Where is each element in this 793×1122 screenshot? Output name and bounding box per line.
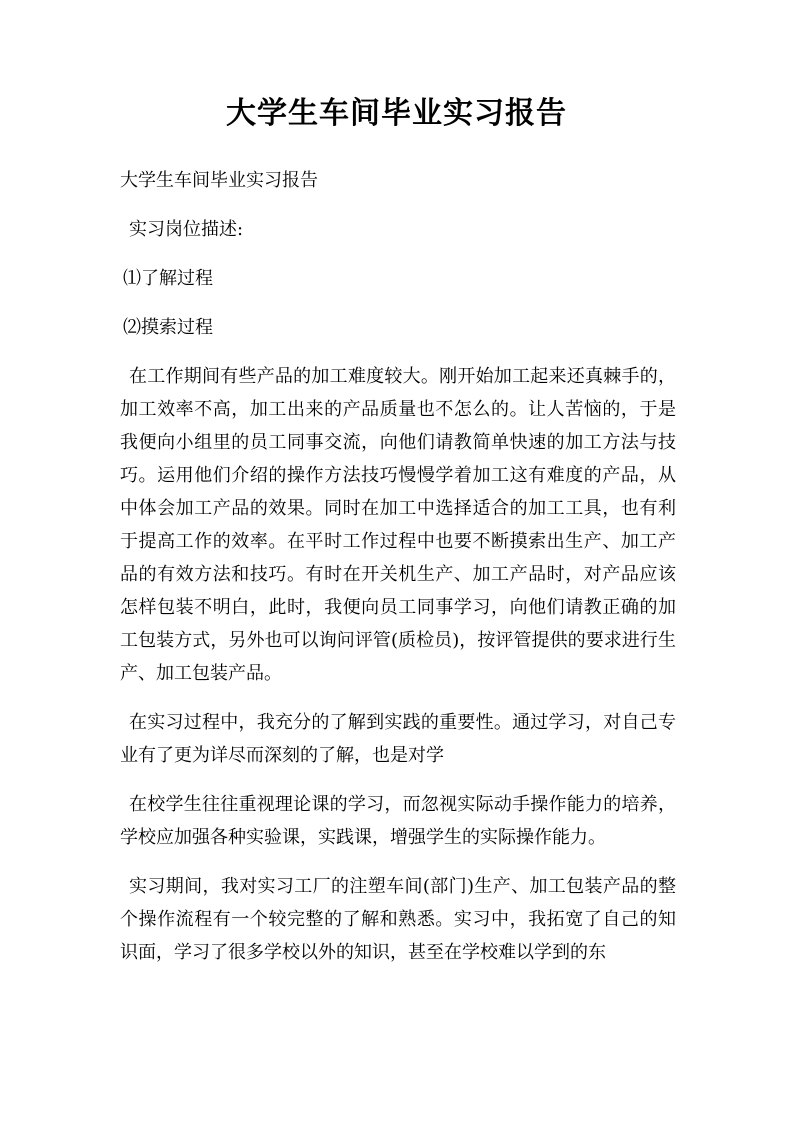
document-title: 大学生车间毕业实习报告 [226, 96, 567, 131]
document-subtitle: 大学生车间毕业实习报告 [120, 170, 318, 191]
section-label: 实习岗位描述: [129, 219, 244, 240]
document-body [120, 164, 676, 985]
paragraph-2: 在实习过程中，我充分的了解到实践的重要性。通过学习，对自己专业有了更为详尽而深刻的了解，也是对学 [120, 712, 676, 766]
step-item-2: ⑵摸索过程 [123, 317, 213, 338]
step-item-1: ⑴了解过程 [123, 268, 213, 289]
paragraph-3: 在校学生往往重视理论课的学习，而忽视实际动手操作能力的培养，学校应加强各种实验课，实践课，增强学生的实际操作能力。 [120, 794, 676, 848]
paragraph-4: 实习期间，我对实习工厂的注塑车间(部门)生产、加工包装产品的整个操作流程有一个较完整的了解和熟悉。实习中，我拓宽了自己的知识面，学习了很多学校以外的知识，甚至在学校难以学到的东 [120, 876, 676, 963]
paragraph-1: 在工作期间有些产品的加工难度较大。刚开始加工起来还真棘手的，加工效率不高，加工出来的产品质量也不怎么的。让人苦恼的，于是我便向小组里的员工同事交流，向他们请教简单快速的加工方法与技巧。运用他们介绍的操作方法技巧慢慢学着加工这有难度的产品，从中体会加工产品的效果。同时在加工中选择适合的加工工具，也有利于提高工作的效率。在平时工作过程中也要不断摸索出生产、加工产品的有效方法和技巧。有时在开关机生产、加工产品时，对产品应该怎样包装不明白，此时，我便向员工同事学习，向他们请教正确的加工包装方式，另外也可以询问评管(质检员)，按评管提供的要求进行生产、加工包装产品。 [120, 366, 676, 684]
